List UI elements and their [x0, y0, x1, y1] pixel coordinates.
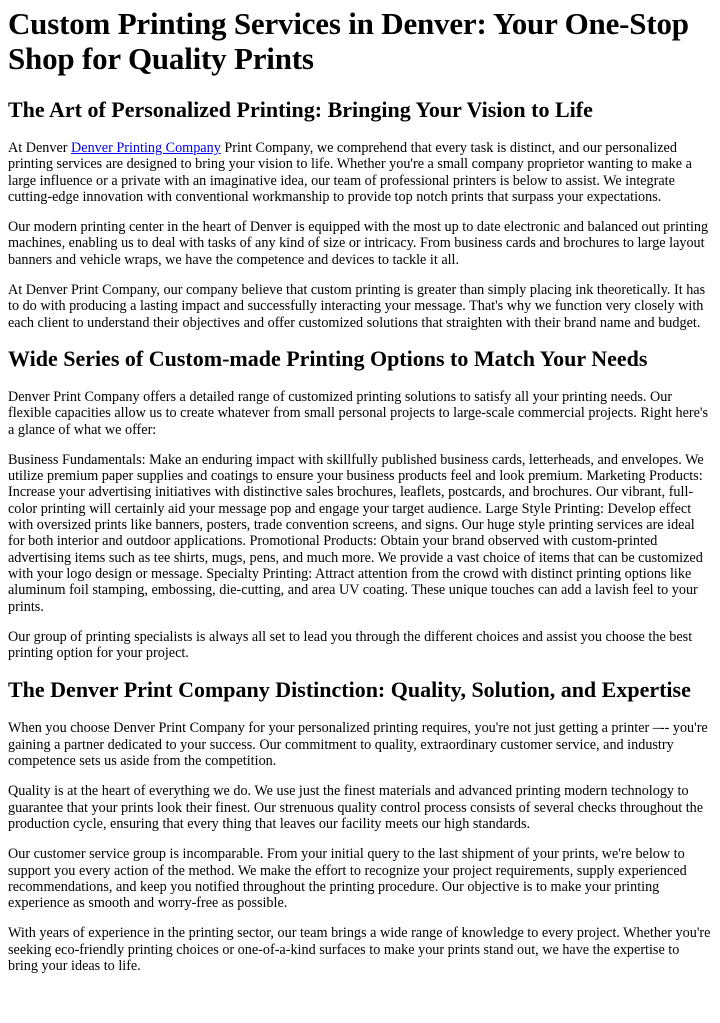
section-heading-distinction: The Denver Print Company Distinction: Quality, Solution, and Expertise: [8, 677, 691, 703]
paragraph-intro: [8, 140, 712, 205]
denver-printing-company-link[interactable]: Denver Printing Company: [71, 140, 221, 156]
section-heading-printing-options: Wide Series of Custom-made Printing Options to Match Your Needs: [8, 345, 648, 371]
paragraph-custom-printing-belief: At Denver Print Company, our company believe that custom printing is greater than simply placing ink theoretically. It has to do with producing a lasting impact and successfully interacting your message. That's why we function very closely with each client to understand their objectives and offer customized solutions that straighten with their brand name and budget.: [8, 282, 706, 331]
paragraph-quality: Quality is at the heart of everything we do. We use just the finest materials and advanced printing modern technology to guarantee that your prints look their finest. Our strenuous quality control process consists of several checks throughout the production cycle, ensuring that every thing that leaves our facility meets our high standards.: [8, 783, 704, 832]
paragraph-partner: When you choose Denver Print Company for your personalized printing requires, you're not just getting a printer –-- you're gaining a partner dedicated to your success. Our commitment to quality, extraordinary customer service, and industry competence sets us aside from the competition.: [8, 720, 708, 770]
paragraph-experience: With years of experience in the printing sector, our team brings a wide range of knowledge to every project. Whether you're seeking eco-friendly printing choices or one-of-a-kind surfaces to make your prints stand out, we have the expertise to bring your ideas to life.: [8, 925, 711, 974]
intro-text-after-link: Print Company, we comprehend that every task is distinct, and our personalized printing services are designed to bring your vision to life. Whether you're a small company proprietor wanting to make a large influence or a private with an imaginative idea, our team of professional printers is below to assist. We integrate cutting-edge innovation with conventional workmanship to provide top notch prints that surpass your expectations.: [8, 140, 692, 205]
article: [0, 6, 720, 974]
paragraph-customer-service: Our customer service group is incomparable. From your initial query to the last shipment of your prints, we're below to support you every action of the method. We make the effort to recognize your project requirements, supply experienced recommendations, and keep you notified throughout the printing procedure. Our objective is to make your printing experience as smooth and worry-free as possible.: [8, 846, 687, 912]
section-heading-art-of-printing: The Art of Personalized Printing: Bringing Your Vision to Life: [8, 97, 593, 122]
paragraph-solutions-overview: Denver Print Company offers a detailed range of customized printing solutions to satisfy all your printing needs. Our flexible capacities allow us to create whatever from small personal projects to large-scale commercial projects. Right here's a glance of what we offer:: [8, 388, 708, 438]
paragraph-specialists: Our group of printing specialists is always all set to lead you through the different choices and assist you choose the best printing option for your project.: [8, 628, 693, 662]
page-title: Custom Printing Services in Denver: Your One-Stop Shop for Quality Prints: [8, 6, 689, 76]
paragraph-product-list: Business Fundamentals: Make an enduring impact with skillfully published business cards, letterheads, and envelopes. We utilize premium paper supplies and coatings to ensure your business products feel and look premium. Marketing Products: Increase your advertising initiatives with distinctive sales brochures, leaflets, postcards, and brochures. Our vibrant, full-color printing will certainly aid your message pop and engage your target audience. Large Style Printing: Develop effect with oversized prints like banners, posters, trade convention screens, and signs. Our huge style printing services are ideal for both interior and outdoor applications. Promotional Products: Obtain your brand observed with custom-printed advertising items such as tee shirts, mugs, pens, and much more. We provide a vast choice of items that can be customized with your logo design or message. Specialty Printing: Attract attention from the crowd with distinct printing options like aluminum foil stamping, embossing, die-cutting, and area UV coating. These unique touches can add a lavish feel to your prints.: [8, 451, 704, 615]
paragraph-printing-center: Our modern printing center in the heart of Denver is equipped with the most up to date electronic and balanced out printing machines, enabling us to deal with tasks of any kind of size or intricacy. From business cards and brochures to large layout banners and vehicle wraps, we have the competence and devices to tackle it all.: [8, 219, 709, 268]
intro-text-before-link: At Denver: [8, 140, 72, 156]
